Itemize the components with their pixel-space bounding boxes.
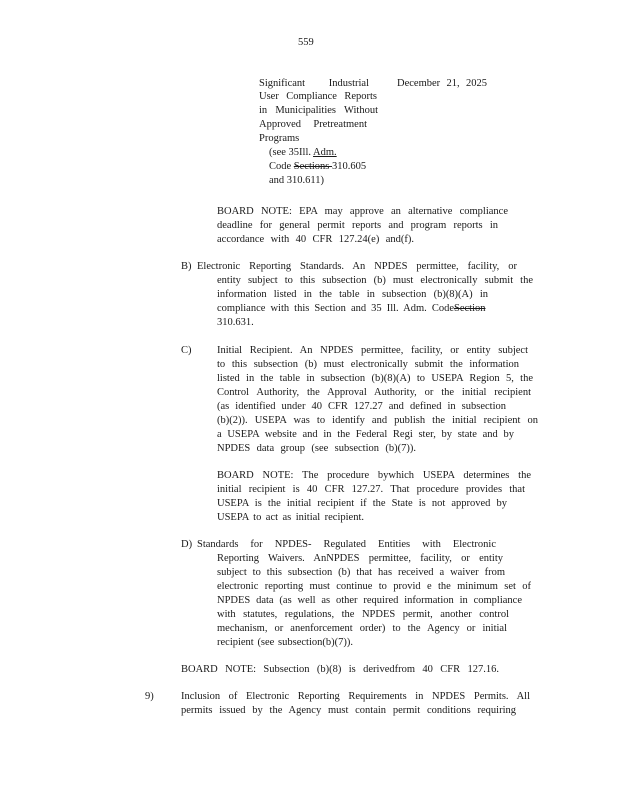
item-line: Control Authority, the Approval Authority, or the initial recipient [217, 387, 531, 398]
item-line: Initial Recipient. An NPDES permittee, facility, or entity subject [217, 345, 528, 356]
board-note: BOARD NOTE: Subsection (b)(8) is derivedfrom 40 CFR 127.16. [181, 664, 499, 675]
item-line-text: compliance with this Section and 35 Ill. Adm. Code [217, 303, 454, 314]
struck-text: Sections [293, 161, 333, 172]
item-line: Standards for NPDES- Regulated Entities with Electronic [197, 539, 496, 550]
item-line: Inclusion of Electronic Reporting Requirements in NPDES Permits. All [181, 691, 530, 702]
item-label: D) [181, 539, 193, 550]
table-reference: and 310.611) [269, 175, 325, 186]
ref-text: Code [269, 161, 294, 172]
table-reference [269, 146, 337, 159]
ref-underlined: Adm. [313, 147, 337, 158]
item-label: C) [181, 345, 192, 356]
item-line: Electronic Reporting Standards. An NPDES permittee, facility, or [197, 261, 517, 272]
note-line: accordance with 40 CFR 127.24(e) and(f). [217, 234, 414, 245]
item-line: NPDES data (as well as other required information in compliance [217, 595, 522, 606]
item-line: information listed in the table in subsection (b)(8)(A) in [217, 289, 488, 300]
item-line: Reporting Waivers. AnNPDES permittee, facility, or entity [217, 553, 503, 564]
table-date: December 21, 2025 [397, 78, 487, 89]
note-line: USEPA is the initial recipient if the State is not approved by [217, 498, 507, 509]
item-line: to this subsection (b) must electronically submit the information [217, 359, 519, 370]
note-line: deadline for general permit reports and program reports in [217, 220, 498, 231]
item-line: (as identified under 40 CFR 127.27 and defined in subsection [217, 401, 506, 412]
item-line: (b)(2)). USEPA was to identify and publish the initial recipient on [217, 415, 538, 426]
table-left-line: in Municipalities Without [259, 105, 378, 116]
item-line: recipient (see subsection(b)(7)). [217, 637, 353, 648]
item-label: B) [181, 261, 192, 272]
table-left-line: User Compliance Reports [259, 91, 377, 102]
item-line: mechanism, or anenforcement order) to the Agency or initial [217, 623, 507, 634]
item-line: a USEPA website and in the Federal Regi ster, by state and by [217, 429, 514, 440]
ref-text: (see 35Ill. [269, 147, 314, 158]
item-line: 310.631. [217, 317, 254, 328]
struck-text: Section [454, 303, 486, 314]
table-left-line: Approved Pretreatment [259, 119, 367, 130]
item-line: subject to this subsection (b) that has received a waiver from [217, 567, 505, 578]
item-line: electronic reporting must continue to provid e the minimum set of [217, 581, 531, 592]
item-line: with statutes, regulations, the NPDES permit, another control [217, 609, 509, 620]
table-left-line: Programs [259, 133, 300, 144]
note-line: BOARD NOTE: The procedure bywhich USEPA determines the [217, 470, 531, 481]
item-line: NPDES data group (see subsection (b)(7)). [217, 443, 416, 454]
item-line: listed in the table in subsection (b)(8)(A) to USEPA Region 5, the [217, 373, 533, 384]
note-line: USEPA to act as initial recipient. [217, 512, 364, 523]
ref-text: 310.605 [332, 161, 367, 172]
item-line: entity subject to this subsection (b) must electronically submit the [217, 275, 533, 286]
page-number: 559 [298, 37, 314, 48]
item-line [217, 302, 486, 315]
item-label: 9) [145, 691, 154, 702]
note-line: initial recipient is 40 CFR 127.27. That procedure provides that [217, 484, 525, 495]
item-line: permits issued by the Agency must contain permit conditions requiring [181, 705, 516, 716]
note-line: BOARD NOTE: EPA may approve an alternative compliance [217, 206, 508, 217]
table-reference [269, 160, 366, 173]
table-left-line: Significant Industrial [259, 78, 369, 89]
